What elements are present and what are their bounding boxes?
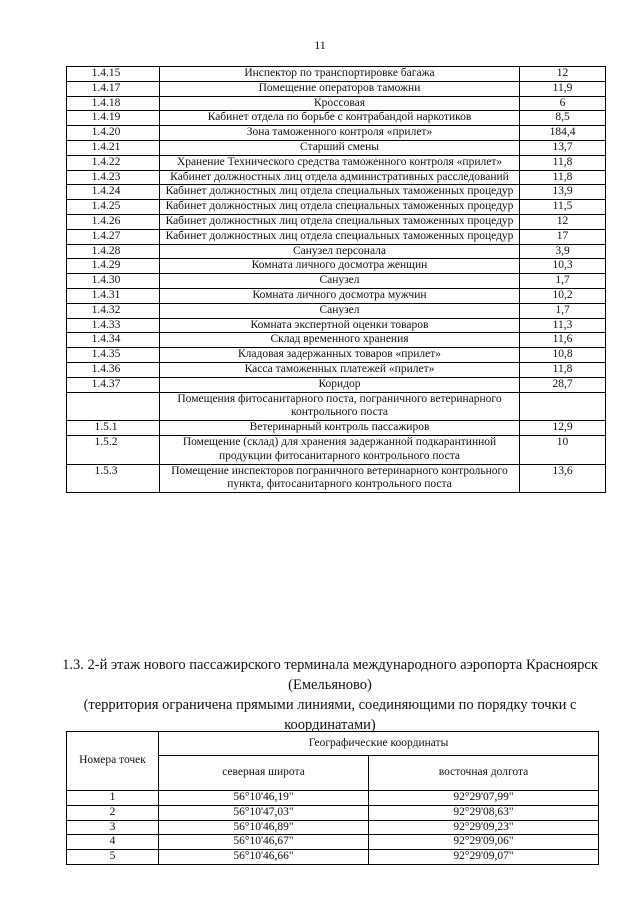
coordinates-table [66, 731, 599, 865]
latitude-value: 56°10'46,19" [159, 791, 369, 806]
coordinate-row [67, 835, 599, 850]
point-number: 3 [67, 820, 159, 835]
room-number: 1.4.15 [67, 67, 160, 82]
room-number: 1.4.23 [67, 170, 160, 185]
room-area: 1,7 [520, 274, 606, 289]
room-area: 1,7 [520, 303, 606, 318]
header-point-numbers: Номера точек [67, 732, 159, 791]
room-name: Инспектор по транспортировке багажа [160, 67, 520, 82]
room-row [67, 140, 606, 155]
room-area: 12,9 [520, 421, 606, 436]
room-area: 10 [520, 435, 606, 464]
room-name: Кабинет должностных лиц отдела административных расследований [160, 170, 520, 185]
room-area: 3,9 [520, 244, 606, 259]
room-number: 1.4.30 [67, 274, 160, 289]
rooms-table [66, 66, 606, 493]
room-number: 1.4.36 [67, 362, 160, 377]
room-area: 10,2 [520, 288, 606, 303]
room-row [67, 274, 606, 289]
room-area: 11,6 [520, 333, 606, 348]
room-number: 1.5.1 [67, 421, 160, 436]
point-number: 4 [67, 835, 159, 850]
point-number: 2 [67, 805, 159, 820]
room-name: Кабинет отдела по борьбе с контрабандой наркотиков [160, 111, 520, 126]
room-row [67, 200, 606, 215]
room-area: 28,7 [520, 377, 606, 392]
header-geo-coordinates: Географические координаты [159, 732, 599, 756]
room-name: Кабинет должностных лиц отдела специальных таможенных процедур [160, 214, 520, 229]
room-area: 12 [520, 67, 606, 82]
point-number: 5 [67, 850, 159, 865]
room-area: 11,8 [520, 170, 606, 185]
room-row [67, 435, 606, 464]
longitude-value: 92°29'08,63" [369, 805, 599, 820]
room-row [67, 259, 606, 274]
room-name: Ветеринарный контроль пассажиров [160, 421, 520, 436]
room-number: 1.4.22 [67, 155, 160, 170]
room-number: 1.4.26 [67, 214, 160, 229]
room-area: 11,9 [520, 81, 606, 96]
room-row [67, 421, 606, 436]
room-number: 1.4.21 [67, 140, 160, 155]
room-name: Хранение Технического средства таможенного контроля «прилет» [160, 155, 520, 170]
latitude-value: 56°10'46,66" [159, 850, 369, 865]
room-name: Кладовая задержанных товаров «прилет» [160, 348, 520, 363]
room-area: 13,6 [520, 464, 606, 493]
coordinate-row [67, 850, 599, 865]
room-number: 1.4.27 [67, 229, 160, 244]
longitude-value: 92°29'09,06" [369, 835, 599, 850]
room-number: 1.4.34 [67, 333, 160, 348]
room-row [67, 303, 606, 318]
room-area: 10,8 [520, 348, 606, 363]
room-row [67, 214, 606, 229]
room-name: Комната личного досмотра мужчин [160, 288, 520, 303]
room-number: 1.4.17 [67, 81, 160, 96]
room-area: 11,5 [520, 200, 606, 215]
room-name: Кабинет должностных лиц отдела специальных таможенных процедур [160, 200, 520, 215]
room-area: 13,9 [520, 185, 606, 200]
longitude-value: 92°29'07,99" [369, 791, 599, 806]
room-area: 10,3 [520, 259, 606, 274]
header-latitude: северная широта [159, 756, 369, 791]
room-name: Зона таможенного контроля «прилет» [160, 126, 520, 141]
room-area: 11,8 [520, 155, 606, 170]
room-number: 1.4.31 [67, 288, 160, 303]
room-number: 1.4.25 [67, 200, 160, 215]
room-row [67, 155, 606, 170]
room-row [67, 126, 606, 141]
room-name: Санузел [160, 274, 520, 289]
room-number: 1.4.20 [67, 126, 160, 141]
coordinate-row [67, 805, 599, 820]
section-heading [60, 655, 600, 735]
header-longitude: восточная долгота [369, 756, 599, 791]
room-row [67, 333, 606, 348]
room-row [67, 244, 606, 259]
room-area: 184,4 [520, 126, 606, 141]
room-name: Помещения фитосанитарного поста, пограничного ветеринарного контрольного поста [160, 392, 520, 421]
room-name: Кабинет должностных лиц отдела специальных таможенных процедур [160, 185, 520, 200]
room-row [67, 348, 606, 363]
room-name: Санузел персонала [160, 244, 520, 259]
room-row [67, 288, 606, 303]
room-area: 11,3 [520, 318, 606, 333]
room-name: Касса таможенных платежей «прилет» [160, 362, 520, 377]
room-number: 1.4.37 [67, 377, 160, 392]
room-number: 1.4.19 [67, 111, 160, 126]
room-name: Помещение операторов таможни [160, 81, 520, 96]
page-number: 11 [314, 38, 326, 52]
room-area: 11,8 [520, 362, 606, 377]
room-name: Комната экспертной оценки товаров [160, 318, 520, 333]
room-name: Помещение (склад) для хранения задержанной подкарантинной продукции фитосанитарного контрольного поста [160, 435, 520, 464]
room-area: 13,7 [520, 140, 606, 155]
room-number: 1.4.29 [67, 259, 160, 274]
coordinate-row [67, 820, 599, 835]
room-name: Санузел [160, 303, 520, 318]
room-area [520, 392, 606, 421]
longitude-value: 92°29'09,07" [369, 850, 599, 865]
room-row [67, 67, 606, 82]
section-subtitle: (территория ограничена прямыми линиями, соединяющими по порядку точки с координатами) [83, 697, 577, 733]
room-number: 1.5.3 [67, 464, 160, 493]
room-name: Коридор [160, 377, 520, 392]
room-name: Склад временного хранения [160, 333, 520, 348]
room-area: 8,5 [520, 111, 606, 126]
room-row [67, 318, 606, 333]
room-number: 1.4.28 [67, 244, 160, 259]
section-title: 1.3. 2-й этаж нового пассажирского терминала международного аэропорта Красноярск (Емельяново) [62, 657, 598, 693]
room-row [67, 111, 606, 126]
room-area: 17 [520, 229, 606, 244]
latitude-value: 56°10'47,03" [159, 805, 369, 820]
room-number [67, 392, 160, 421]
longitude-value: 92°29'09,23" [369, 820, 599, 835]
room-row [67, 464, 606, 493]
room-number: 1.5.2 [67, 435, 160, 464]
room-row [67, 229, 606, 244]
room-name: Старший смены [160, 140, 520, 155]
room-number: 1.4.33 [67, 318, 160, 333]
room-row [67, 96, 606, 111]
latitude-value: 56°10'46,89" [159, 820, 369, 835]
room-name: Кроссовая [160, 96, 520, 111]
room-name: Комната личного досмотра женщин [160, 259, 520, 274]
room-number: 1.4.18 [67, 96, 160, 111]
room-number: 1.4.24 [67, 185, 160, 200]
room-row [67, 185, 606, 200]
point-number: 1 [67, 791, 159, 806]
room-row [67, 377, 606, 392]
room-row [67, 362, 606, 377]
room-number: 1.4.32 [67, 303, 160, 318]
room-row [67, 392, 606, 421]
room-row [67, 81, 606, 96]
room-area: 6 [520, 96, 606, 111]
room-number: 1.4.35 [67, 348, 160, 363]
room-row [67, 170, 606, 185]
room-area: 12 [520, 214, 606, 229]
room-name: Кабинет должностных лиц отдела специальных таможенных процедур [160, 229, 520, 244]
coordinate-row [67, 791, 599, 806]
room-name: Помещение инспекторов пограничного ветеринарного контрольного пункта, фитосанитарного контрольного поста [160, 464, 520, 493]
latitude-value: 56°10'46,67" [159, 835, 369, 850]
